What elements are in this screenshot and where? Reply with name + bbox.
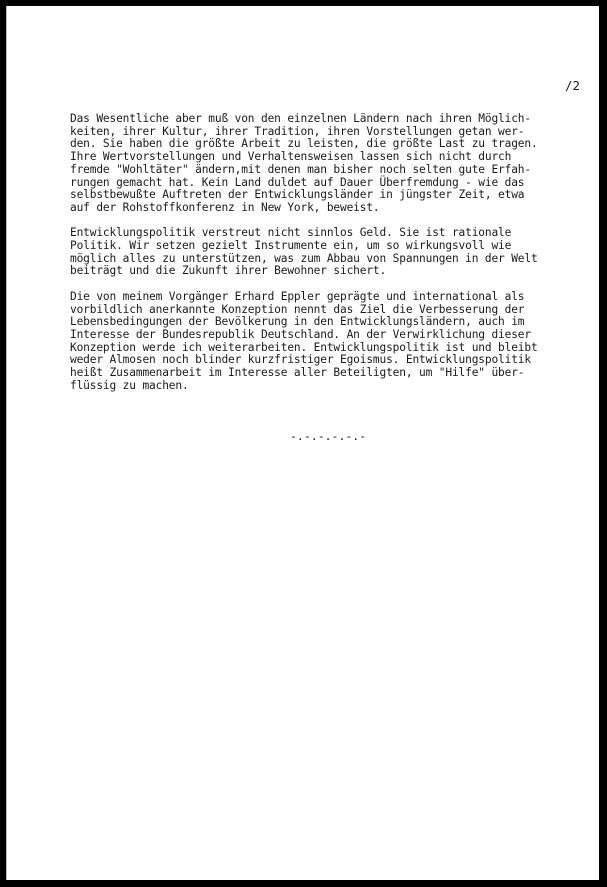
text-line: möglich alles zu unterstützen, was zum Abbau von Spannungen in der Welt [70, 251, 538, 265]
text-line: Das Wesentliche aber muß von den einzelnen Ländern nach ihren Möglich- [70, 112, 531, 125]
text-line: flüssig zu machen. [70, 378, 189, 392]
text-line: rungen gemacht hat. Kein Land duldet auf Dauer Überfremdung - wie das [70, 175, 525, 189]
text-line: Politik. Wir setzen gezielt Instrumente ein, um so wirkungsvoll wie [70, 239, 512, 253]
page-number: /2 [565, 78, 581, 93]
text-line: vorbildlich anerkannte Konzeption nennt das Ziel die Verbesserung der [70, 302, 525, 316]
text-line: Die von meinem Vorgänger Erhard Eppler geprägte und international als [70, 289, 525, 303]
text-line: Interesse der Bundesrepublik Deutschland. An der Verwirklichung dieser [70, 327, 531, 341]
text-line: beiträgt und die Zukunft ihrer Bewohner sichert. [70, 264, 387, 278]
paragraph-rational-policy [70, 227, 570, 278]
text-line: auf der Rohstoffkonferenz in New York, beweist. [70, 200, 380, 214]
text-line: den. Sie haben die größte Arbeit zu leisten, die größte Last zu tragen. [70, 137, 538, 151]
end-of-text-mark: -.-.-.-.-.- [290, 429, 367, 443]
document-body [70, 113, 570, 405]
document-page [6, 6, 599, 880]
text-line: keiten, ihrer Kultur, ihrer Tradition, ihren Vorstellungen getan wer- [70, 124, 525, 138]
paragraph-eppler-concept [70, 291, 570, 393]
text-line: fremde "Wohltäter" ändern,mit denen man bisher noch selten gute Erfah- [70, 162, 531, 176]
text-line: Konzeption werde ich weiterarbeiten. Entwicklungspolitik ist und bleibt [70, 340, 538, 354]
text-line: Ihre Wertvorstellungen und Verhaltensweisen lassen sich nicht durch [70, 150, 512, 164]
text-line: weder Almosen noch blinder kurzfristiger Egoismus. Entwicklungspolitik [70, 353, 531, 367]
text-line: selbstbewußte Auftreten der Entwicklungsländer in jüngster Zeit, etwa [70, 188, 525, 202]
text-line: heißt Zusammenarbeit im Interesse aller Beteiligten, um "Hilfe" über- [70, 366, 525, 380]
text-line: Lebensbedingungen der Bevölkerung in den Entwicklungsländern, auch im [70, 315, 525, 329]
text-line: Entwicklungspolitik verstreut nicht sinnlos Geld. Sie ist rationale [70, 226, 512, 240]
paragraph-local-responsibility [70, 113, 570, 215]
